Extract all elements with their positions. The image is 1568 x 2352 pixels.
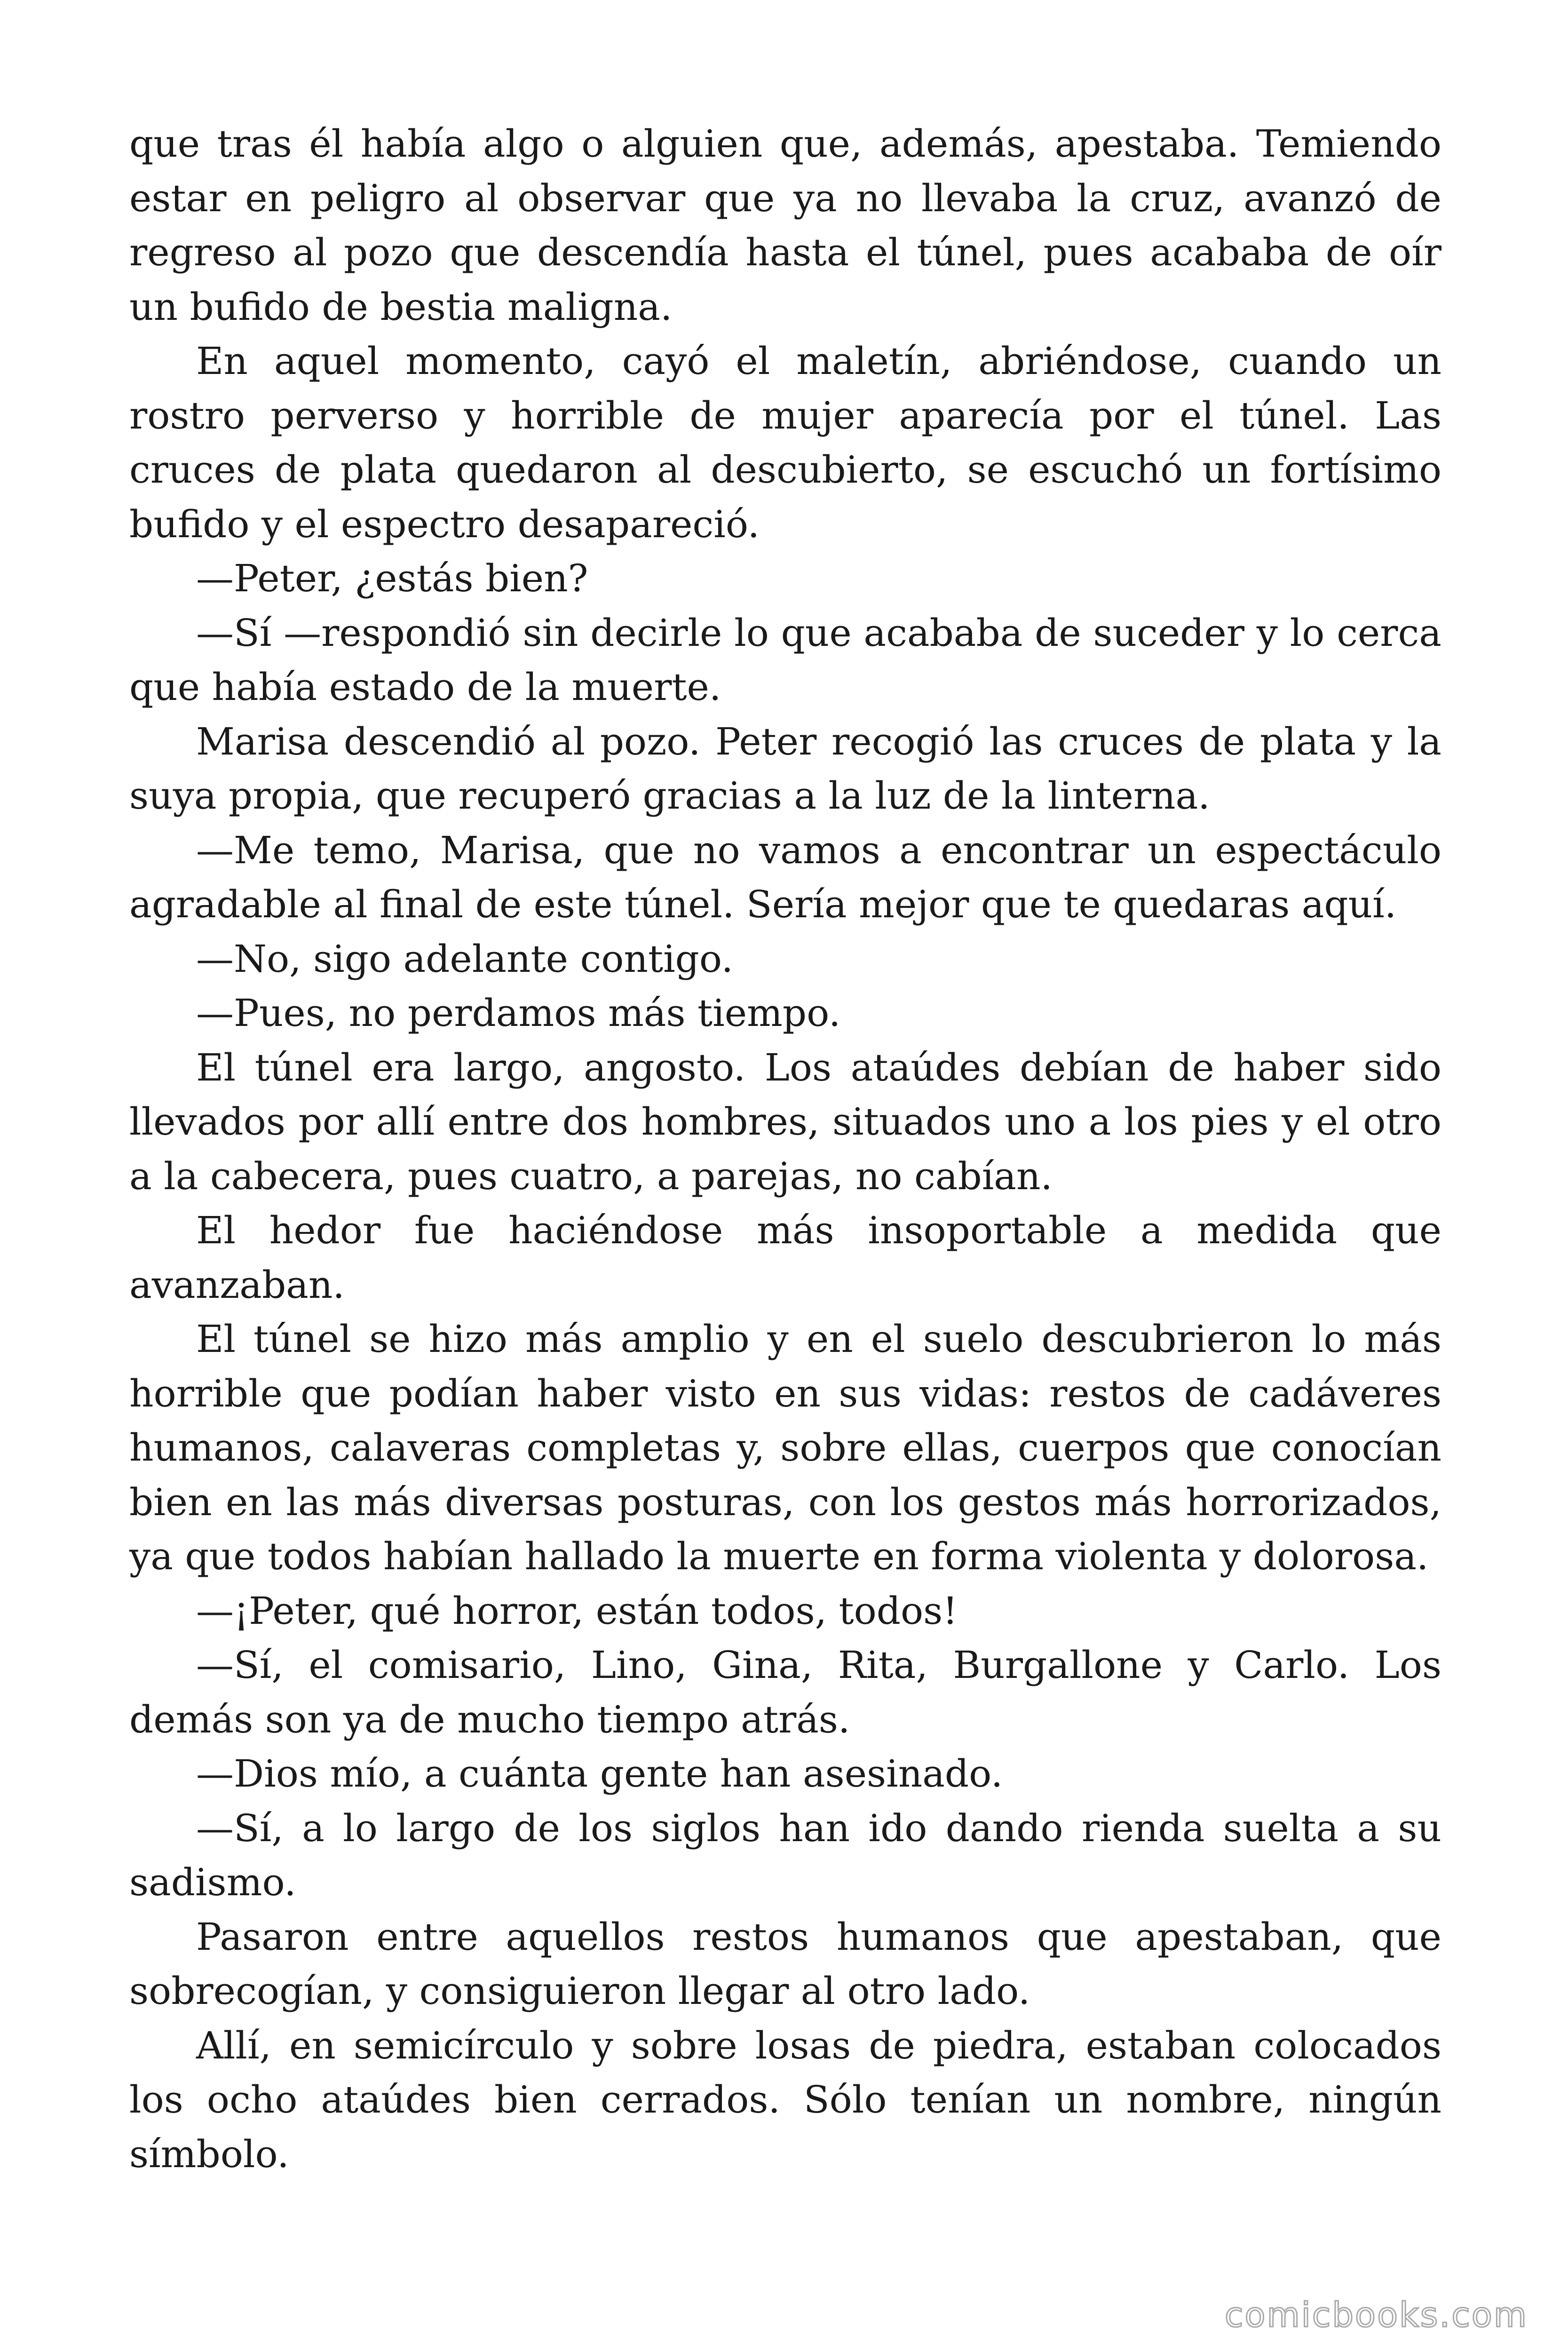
paragraph: Allí, en semicírculo y sobre losas de piedra, estaban colocados los ocho ataúdes bien cerrados. Sólo tenían un nombre, ningún símbolo. bbox=[129, 2023, 1441, 2176]
paragraph: El hedor fue haciéndose más insoportable a medida que avanzaban. bbox=[129, 1208, 1441, 1307]
dialogue-line: —Sí, el comisario, Lino, Gina, Rita, Burgallone y Carlo. Los demás son ya de mucho tiempo atrás. bbox=[129, 1643, 1441, 1741]
paragraph: El túnel se hizo más amplio y en el suelo descubrieron lo más horrible que podían haber visto en sus vidas: restos de cadáveres humanos, calaveras completas y, sobre ellas, cuerpos que conocían bien en las más diversas posturas, con los gestos más horrorizados, ya que todos habían hallado la muerte en forma violenta y dolorosa. bbox=[129, 1317, 1441, 1578]
page-text bbox=[129, 117, 1441, 2181]
dialogue-line: —Dios mío, a cuánta gente han asesinado. bbox=[196, 1752, 1003, 1796]
dialogue-line: —Sí —respondió sin decirle lo que acababa de suceder y lo cerca que había estado de la muerte. bbox=[129, 611, 1441, 709]
dialogue-line: —Me temo, Marisa, que no vamos a encontrar un espectáculo agradable al final de este túnel. Sería mejor que te quedaras aquí. bbox=[129, 828, 1441, 926]
dialogue-line: —Pues, no perdamos más tiempo. bbox=[196, 991, 841, 1035]
paragraph: Marisa descendió al pozo. Peter recogió las cruces de plata y la suya propia, que recuperó gracias a la luz de la linterna. bbox=[129, 719, 1441, 818]
dialogue-line: —Sí, a lo largo de los siglos han ido dando rienda suelta a su sadismo. bbox=[129, 1806, 1441, 1904]
paragraph: que tras él había algo o alguien que, además, apestaba. Temiendo estar en peligro al observar que ya no llevaba la cruz, avanzó de regreso al pozo que descendía hasta el túnel, pues acababa de oír un bufido de bestia maligna. bbox=[129, 122, 1441, 329]
dialogue-line: —¡Peter, qué horror, están todos, todos! bbox=[196, 1589, 958, 1633]
paragraph: Pasaron entre aquellos restos humanos que apestaban, que sobrecogían, y consiguieron llegar al otro lado. bbox=[129, 1915, 1441, 2013]
dialogue-line: —No, sigo adelante contigo. bbox=[196, 937, 734, 981]
dialogue-line: —Peter, ¿estás bien? bbox=[196, 556, 588, 600]
watermark: comicbooks.com bbox=[1224, 2295, 1528, 2335]
paragraph: El túnel era largo, angosto. Los ataúdes debían de haber sido llevados por allí entre dos hombres, situados uno a los pies y el otro a la cabecera, pues cuatro, a parejas, no cabían. bbox=[129, 1045, 1441, 1198]
paragraph: En aquel momento, cayó el maletín, abriéndose, cuando un rostro perverso y horrible de mujer aparecía por el túnel. Las cruces de plata quedaron al descubierto, se escuchó un fortísimo bufido y el espectro desapareció. bbox=[129, 339, 1441, 546]
